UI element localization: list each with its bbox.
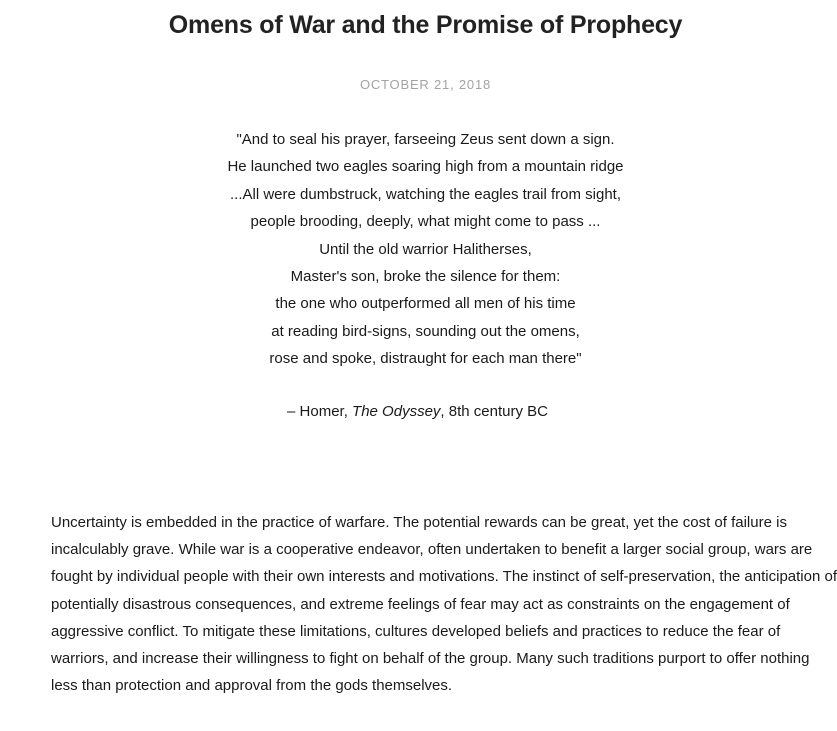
epigraph-line: He launched two eagles soaring high from a mountain ridge: [227, 158, 624, 176]
epigraph-line: rose and spoke, distraught for each man there": [269, 350, 582, 368]
epigraph-line: "And to seal his prayer, farseeing Zeus sent down a sign.: [236, 131, 615, 148]
epigraph-line: ...All were dumbstruck, watching the eagles trail from sight,: [230, 185, 621, 203]
article-title: Omens of War and the Promise of Prophecy: [168, 11, 683, 39]
epigraph-line: people brooding, deeply, what might come to pass ...: [250, 213, 601, 231]
attribution-author: – Homer,: [287, 403, 353, 420]
epigraph-line: Until the old warrior Halitherses,: [319, 240, 532, 258]
attribution-date: , 8th century BC: [440, 403, 548, 420]
epigraph-line: Master's son, broke the silence for them:: [290, 268, 561, 286]
attribution-work-title: The Odyssey: [352, 403, 441, 420]
epigraph-attribution: [0, 398, 835, 425]
epigraph-line: at reading bird-signs, sounding out the omens,: [271, 322, 580, 340]
body-paragraph: Uncertainty is embedded in the practice of warfare. The potential rewards can be great, yet the cost of failure is incalculably grave. While war is a cooperative endeavor, often undertaken to benefit a larger social group, wars are fought by individual people with their own interests and motivations. The instinct of self-preservation, the anticipation of potentially disastrous consequences, and extreme feelings of fear may act as constraints on the engagement of aggressive conflict. To mitigate these limitations, cultures developed beliefs and practices to reduce the fear of warriors, and increase their willingness to fight on behalf of the group. Many such traditions purport to offer nothing less than protection and approval from the gods themselves.: [51, 514, 837, 695]
epigraph-line: the one who outperformed all men of his time: [275, 295, 576, 313]
article-date: OCTOBER 21, 2018: [359, 77, 492, 92]
epigraph-quote: [0, 126, 837, 373]
